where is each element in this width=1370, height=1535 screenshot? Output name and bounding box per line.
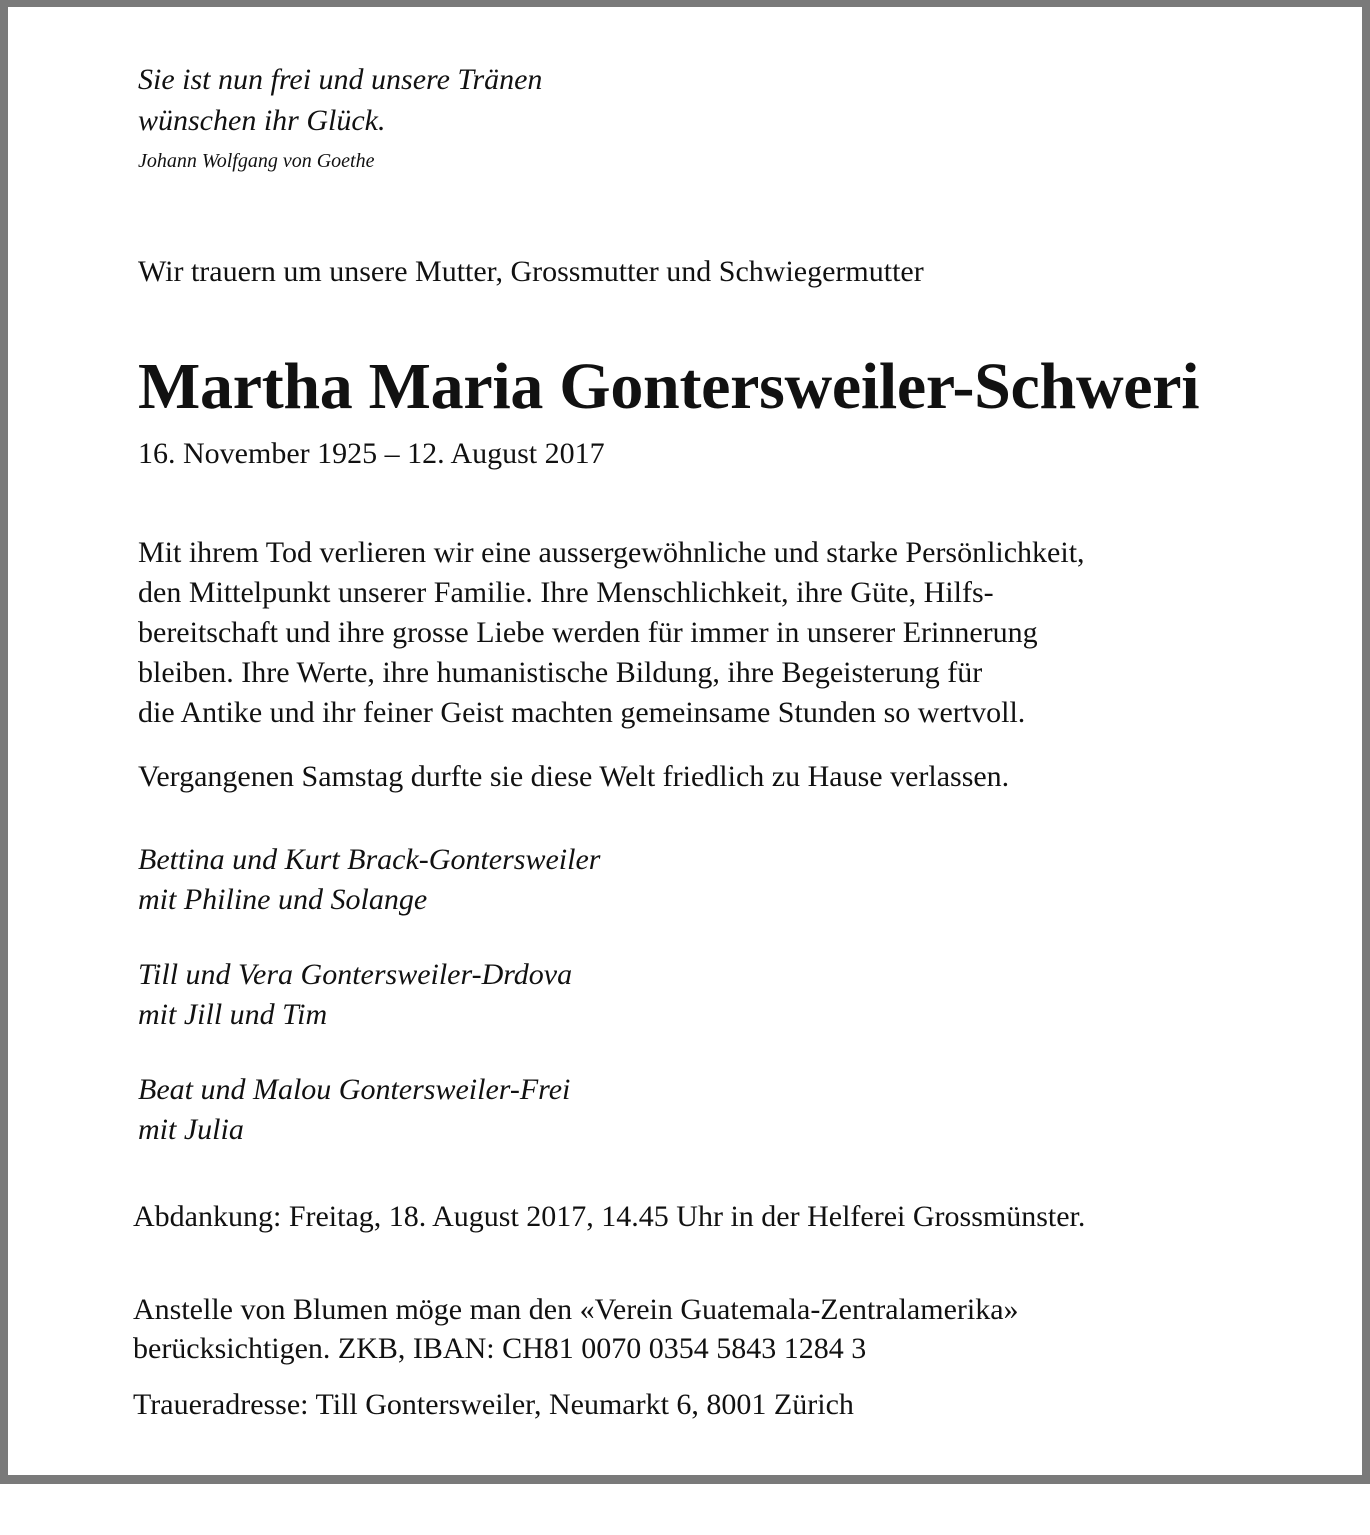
family-names: Till und Vera Gontersweiler-Drdova [138, 958, 573, 991]
life-dates: 16. November 1925 – 12. August 2017 [138, 437, 605, 470]
quote-author: Johann Wolfgang von Goethe [138, 150, 375, 172]
family-names: Bettina und Kurt Brack-Gontersweiler [138, 843, 601, 876]
tribute-line: Mit ihrem Tod verlieren wir eine aussergewöhnliche und starke Persönlichkeit, [138, 536, 1085, 569]
family-names: Beat und Malou Gontersweiler-Frei [138, 1073, 571, 1106]
mourning-address: Traueradresse: Till Gontersweiler, Neumarkt 6, 8001 Zürich [133, 1388, 854, 1421]
goethe-quote [138, 59, 542, 141]
ceremony-info: Abdankung: Freitag, 18. August 2017, 14.45 Uhr in der Helferei Grossmünster. [133, 1200, 1086, 1233]
intro-text: Wir trauern um unsere Mutter, Grossmutter und Schwiegermutter [138, 255, 924, 288]
family-group [138, 840, 600, 920]
tribute-line: den Mittelpunkt unserer Familie. Ihre Menschlichkeit, ihre Güte, Hilfs- [138, 576, 994, 609]
donation-line: Anstelle von Blumen möge man den «Verein Guatemala-Zentralamerika» [133, 1293, 1019, 1326]
family-group [138, 955, 572, 1035]
tribute-line: bleiben. Ihre Werte, ihre humanistische Bildung, ihre Begeisterung für [138, 656, 983, 689]
tribute-line: die Antike und ihr feiner Geist machten gemeinsame Stunden so wertvoll. [138, 696, 1026, 729]
quote-line: Sie ist nun frei und unsere Tränen [138, 63, 543, 96]
donation-line: berücksichtigen. ZKB, IBAN: CH81 0070 0354 5843 1284 3 [133, 1332, 867, 1365]
passing-text: Vergangenen Samstag durfte sie diese Welt friedlich zu Hause verlassen. [138, 760, 1010, 793]
family-children: mit Philine und Solange [138, 883, 428, 916]
deceased-name: Martha Maria Gontersweiler-Schweri [138, 350, 1200, 423]
donation-info [133, 1290, 1019, 1368]
quote-line: wünschen ihr Glück. [138, 104, 386, 137]
tribute-line: bereitschaft und ihre grosse Liebe werden für immer in unserer Erinnerung [138, 616, 1038, 649]
tribute-paragraph [138, 533, 1085, 733]
family-children: mit Julia [138, 1113, 244, 1146]
family-group [138, 1070, 570, 1150]
family-children: mit Jill und Tim [138, 998, 328, 1031]
